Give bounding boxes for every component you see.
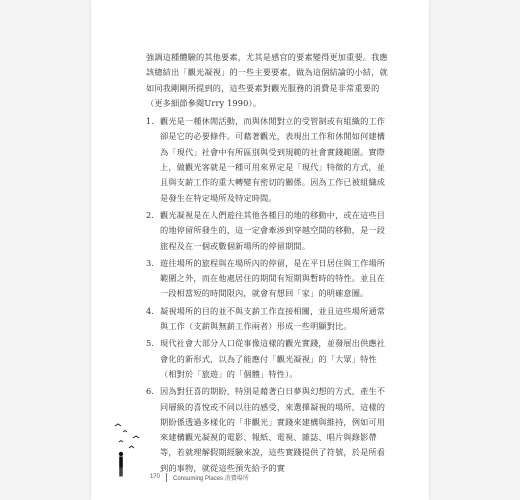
list-number: 4.: [146, 305, 155, 316]
list-item: [146, 336, 388, 382]
list-number: 6.: [146, 386, 155, 397]
list-item-text: 觀光是一種休閒活動，而與休閒對立的受管制或有組織的工作卻是它的必要條件。可藉著觀光，表現出工作和休閒如何建構為「現代」社會中有所區別與受到規範的社會實踐範圍。實際上，做觀光客就是一種可用來界定是「現代」特徵的方式，並且與支薪工作的重大轉變有密切的關係。因為工作已被組織成是發生在特定場所及特定時間。: [160, 116, 386, 203]
list-item-text: 現代社會大部分人口從事像這樣的觀光實踐，並發展出供應社會化的新形式，以為了能應付「觀光凝視」的「大眾」特性（相對於「旅遊」的「個體」特性）。: [160, 338, 386, 379]
list-item: [146, 114, 388, 206]
list-number: 3.: [146, 257, 155, 268]
list-item: [146, 304, 388, 335]
list-item-text: 觀光凝視是在人們遊往其他各種目的地的移動中，或在這些目的地停留所發生的，這一定會牽涉到穿越空間的移動，是一段旅程及在一個或數個新場所的停留期間。: [160, 209, 386, 251]
list-item: [146, 384, 388, 476]
list-number: 1.: [146, 116, 155, 127]
list-item: [146, 208, 388, 254]
list-item: [146, 256, 388, 302]
book-page: [91, 0, 429, 500]
list-number: 2.: [146, 209, 155, 220]
birds-and-figure-icon: [93, 420, 155, 490]
list-number: 5.: [146, 338, 155, 349]
footer-divider: [166, 473, 167, 482]
running-title: Consuming Places 消費場所: [173, 475, 249, 482]
intro-paragraph: 強調這種體驗的其他要素，尤其是感官的要素變得更加重要。我應該總結出「觀光凝視」的一些主要要素，做為這個結論的小結，就如同我剛剛所提到的，這些要素對觀光服務的消費是非常重要的（更多細節參閱Urry 1990）。: [146, 52, 388, 108]
element-list: [146, 114, 388, 476]
list-item-text: 凝視場所的目的並不與支薪工作直接相關，並且這些場所通常與工作（支薪與無薪工作兩者）形成一些明顯對比。: [160, 305, 386, 332]
body-text: [146, 50, 388, 478]
list-item-text: 遊往場所的旅程與在場所內的停留，是在平日居住與工作場所範圍之外，而在他處居住的期間有短期與暫時的特性。並且在一段相當短的時間限內，就會有想回「家」的明確意圖。: [160, 257, 386, 299]
list-item-text: 因為對狂喜的期盼，特別是藉著白日夢與幻想的方式，產生不同層級的喜悅或不同以往的感受，來選擇凝視的場所，這樣的期盼係透過多樣化的「非觀光」實踐來建構與維持，例如可用來建構觀光凝視的電影、報紙、電視、雜誌、唱片與錄影帶等，若就理解假期經驗來說，這些實踐提供了符號，於是所看到的事物，就從這些預先給予的實: [160, 386, 386, 473]
page-number: 170: [150, 474, 161, 480]
page-footer: [150, 471, 249, 483]
